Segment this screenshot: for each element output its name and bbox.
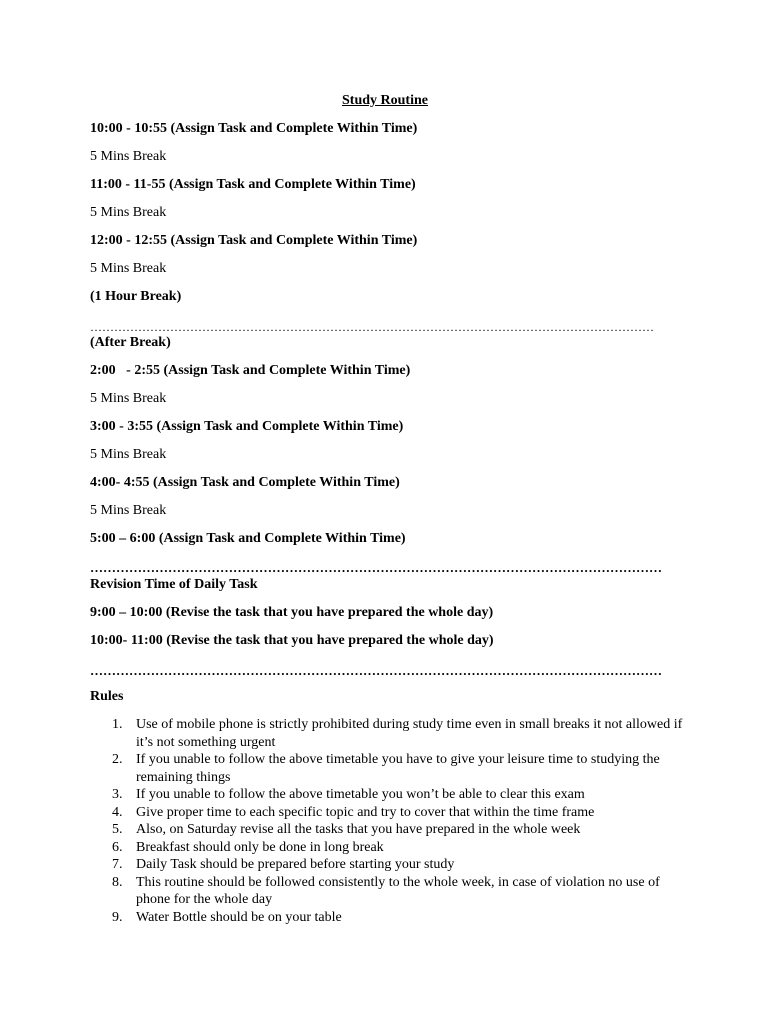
rule-number: 7. xyxy=(112,857,123,872)
separator-dotted-2: …………………………………………………………………………………………………………………… xyxy=(90,561,662,575)
rule-item xyxy=(90,716,690,751)
rule-number: 8. xyxy=(112,874,123,890)
afternoon-slot-3: 4:00- 4:55 (Assign Task and Complete Within Time) xyxy=(90,475,400,490)
rule-item xyxy=(90,874,690,909)
rule-text: Give proper time to each specific topic and try to cover that within the time frame xyxy=(136,804,595,820)
rule-text: If you unable to follow the above timetable you won’t be able to clear this exam xyxy=(136,787,585,802)
rule-number: 2. xyxy=(112,752,123,767)
rule-item xyxy=(90,804,690,822)
afternoon-break-1: 5 Mins Break xyxy=(90,391,167,406)
rule-item xyxy=(90,751,690,786)
afternoon-slot-2: 3:00 - 3:55 (Assign Task and Complete Within Time) xyxy=(90,419,404,434)
page-title: Study Routine xyxy=(342,93,428,108)
revision-slot-2: 10:00- 11:00 (Revise the task that you have prepared the whole day) xyxy=(90,633,494,648)
afternoon-break-3: 5 Mins Break xyxy=(90,503,167,518)
rule-text: Also, on Saturday revise all the tasks that you have prepared in the whole week xyxy=(136,822,581,837)
afternoon-slot-1: 2:00 - 2:55 (Assign Task and Complete Within Time) xyxy=(90,363,411,378)
morning-break-1: 5 Mins Break xyxy=(90,149,167,164)
afternoon-break-2: 5 Mins Break xyxy=(90,447,167,462)
morning-slot-1: 10:00 - 10:55 (Assign Task and Complete Within Time) xyxy=(90,121,418,136)
rule-text: Use of mobile phone is strictly prohibited during study time even in small breaks it not allowed if it’s not something urgent xyxy=(136,717,683,750)
rule-item xyxy=(90,821,690,839)
morning-slot-3: 12:00 - 12:55 (Assign Task and Complete Within Time) xyxy=(90,233,418,248)
rule-item xyxy=(90,856,690,874)
revision-label: Revision Time of Daily Task xyxy=(90,577,258,592)
rule-text: If you unable to follow the above timetable you have to give your leisure time to studying the remaining things xyxy=(136,752,660,785)
rule-number: 5. xyxy=(112,822,123,837)
rule-number: 6. xyxy=(112,839,123,855)
morning-slot-2: 11:00 - 11-55 (Assign Task and Complete Within Time) xyxy=(90,177,416,192)
rule-text: This routine should be followed consistently to the whole week, in case of violation no use of phone for the whole day xyxy=(136,874,660,907)
rule-item xyxy=(90,786,690,804)
separator-dotted-3: …………………………………………………………………………………………………………………… xyxy=(90,664,662,678)
rule-item xyxy=(90,839,690,857)
separator-dotted-1: …………………………………………………………………………………………………………………………… xyxy=(90,320,654,334)
rule-number: 1. xyxy=(112,717,123,732)
rules-label: Rules xyxy=(90,689,124,704)
rule-item xyxy=(90,909,690,927)
afternoon-slot-4: 5:00 – 6:00 (Assign Task and Complete Within Time) xyxy=(90,531,406,546)
rule-number: 9. xyxy=(112,909,123,925)
rule-number: 3. xyxy=(112,787,123,802)
after-break-label: (After Break) xyxy=(90,335,171,350)
revision-slot-1: 9:00 – 10:00 (Revise the task that you have prepared the whole day) xyxy=(90,605,494,620)
rule-text: Water Bottle should be on your table xyxy=(136,909,342,925)
long-break-label: (1 Hour Break) xyxy=(90,289,182,304)
morning-break-3: 5 Mins Break xyxy=(90,261,167,276)
rule-text: Daily Task should be prepared before starting your study xyxy=(136,857,455,872)
rules-list xyxy=(90,716,690,926)
rule-number: 4. xyxy=(112,804,123,820)
morning-break-2: 5 Mins Break xyxy=(90,205,167,220)
rule-text: Breakfast should only be done in long break xyxy=(136,839,384,855)
